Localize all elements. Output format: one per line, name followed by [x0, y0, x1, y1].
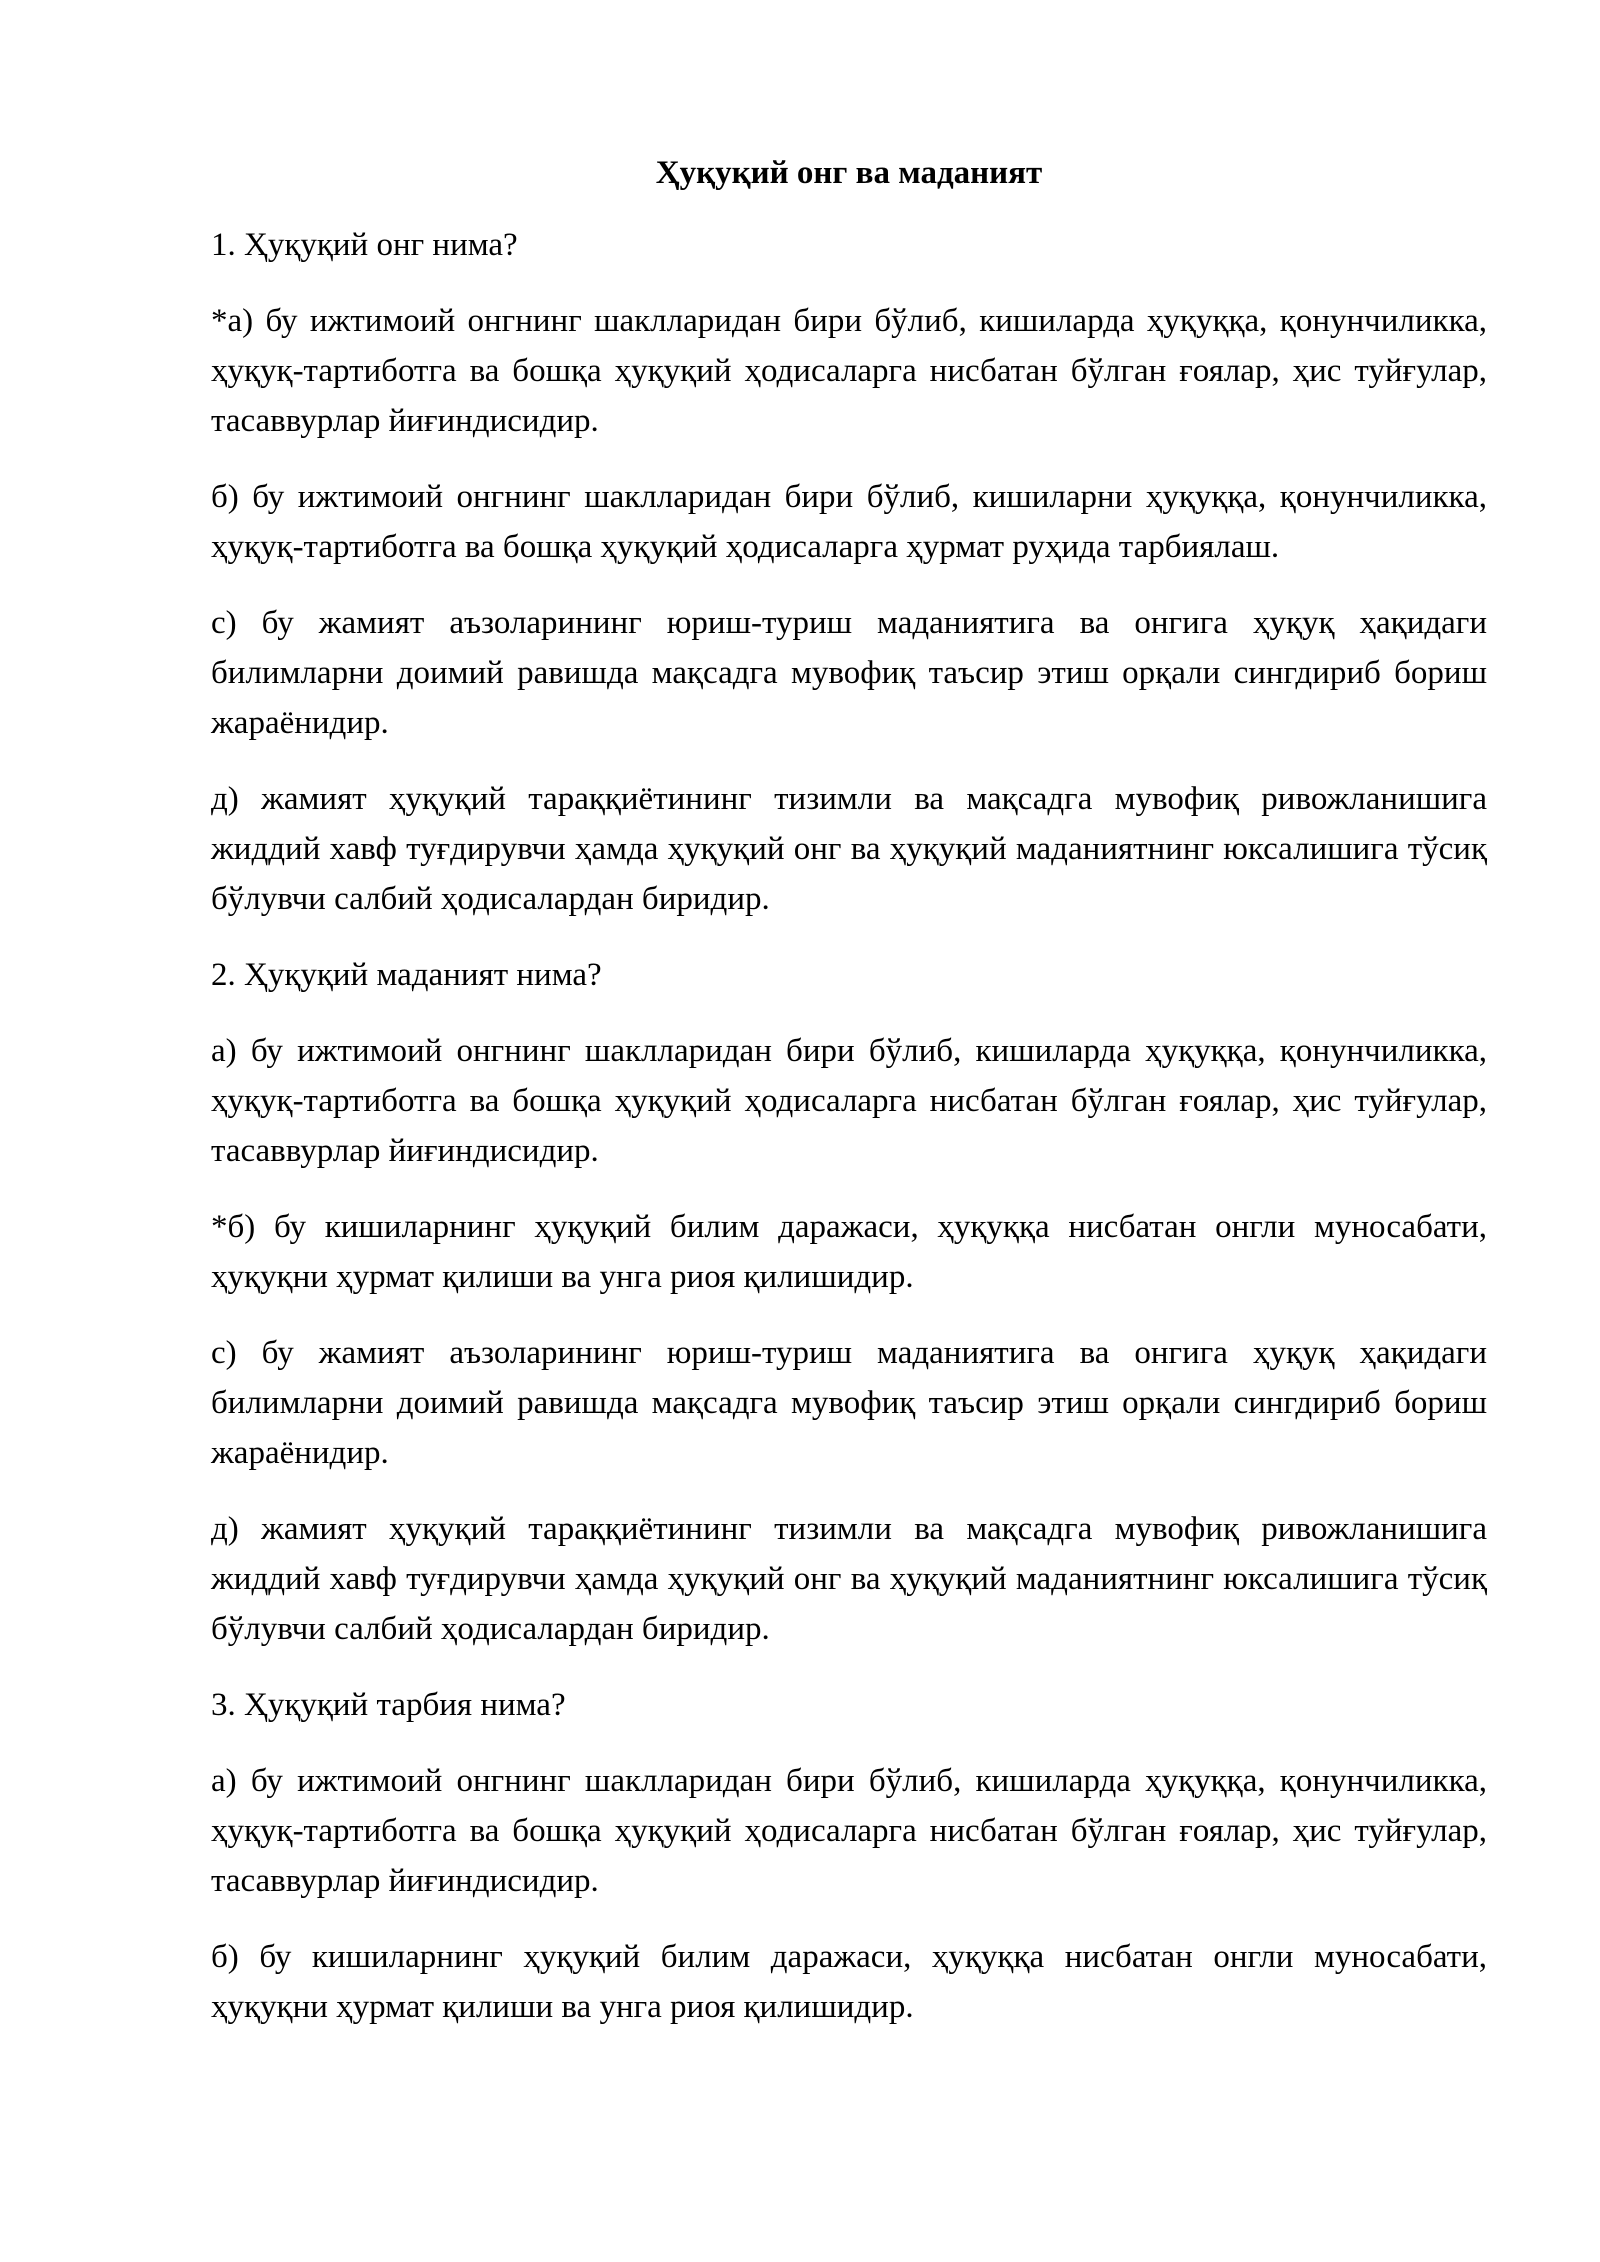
question-text: 1. Ҳуқуқий онг нима?	[211, 227, 518, 263]
answer-option-a: а) бу ижтимоий онгнинг шаклларидан бири бўлиб, кишиларда ҳуқуққа, қонунчиликка, ҳуқуқ-тартиботга ва бошқа ҳуқуқий ҳодисаларга нисбатан бўлган ғоялар, ҳис туйғулар, тасаввурлар йиғиндисидир.	[211, 1763, 1487, 1899]
question-text: 3. Ҳуқуқий тарбия нима?	[211, 1687, 566, 1723]
answer-option-c: с) бу жамият аъзоларининг юриш-туриш маданиятига ва онгига ҳуқуқ ҳақидаги билимларни доимий равишда мақсадга мувофиқ таъсир этиш орқали сингдириб бориш жараёнидир.	[211, 1335, 1487, 1471]
question-block-2	[211, 950, 1487, 1654]
answer-option-b: *б) бу кишиларнинг ҳуқуқий билим даражаси, ҳуқуққа нисбатан онгли муносабати, ҳуқуқни ҳурмат қилиши ва унга риоя қилишидир.	[211, 1209, 1487, 1295]
question-block-1	[211, 220, 1487, 924]
question-block-3	[211, 1680, 1487, 2032]
document-page	[211, 148, 1487, 2058]
answer-option-a: а) бу ижтимоий онгнинг шаклларидан бири бўлиб, кишиларда ҳуқуққа, қонунчиликка, ҳуқуқ-тартиботга ва бошқа ҳуқуқий ҳодисаларга нисбатан бўлган ғоялар, ҳис туйғулар, тасаввурлар йиғиндисидир.	[211, 1033, 1487, 1169]
answer-option-a: *а) бу ижтимоий онгнинг шаклларидан бири бўлиб, кишиларда ҳуқуққа, қонунчиликка, ҳуқуқ-тартиботга ва бошқа ҳуқуқий ҳодисаларга нисбатан бўлган ғоялар, ҳис туйғулар, тасаввурлар йиғиндисидир.	[211, 303, 1487, 439]
answer-option-b: б) бу ижтимоий онгнинг шаклларидан бири бўлиб, кишиларни ҳуқуққа, қонунчиликка, ҳуқуқ-тартиботга ва бошқа ҳуқуқий ҳодисаларга ҳурмат руҳида тарбиялаш.	[211, 479, 1487, 565]
answer-option-d: д) жамият ҳуқуқий тараққиётининг тизимли ва мақсадга мувофиқ ривожланишига жиддий хавф туғдирувчи ҳамда ҳуқуқий онг ва ҳуқуқий маданиятнинг юксалишига тўсиқ бўлувчи салбий ҳодисалардан биридир.	[211, 1511, 1487, 1647]
document-title: Ҳуқуқий онг ва маданият	[655, 155, 1043, 191]
question-text: 2. Ҳуқуқий маданият нима?	[211, 957, 602, 993]
answer-option-c: с) бу жамият аъзоларининг юриш-туриш маданиятига ва онгига ҳуқуқ ҳақидаги билимларни доимий равишда мақсадга мувофиқ таъсир этиш орқали сингдириб бориш жараёнидир.	[211, 605, 1487, 741]
answer-option-b: б) бу кишиларнинг ҳуқуқий билим даражаси, ҳуқуққа нисбатан онгли муносабати, ҳуқуқни ҳурмат қилиши ва унга риоя қилишидир.	[211, 1939, 1487, 2025]
answer-option-d: д) жамият ҳуқуқий тараққиётининг тизимли ва мақсадга мувофиқ ривожланишига жиддий хавф туғдирувчи ҳамда ҳуқуқий онг ва ҳуқуқий маданиятнинг юксалишига тўсиқ бўлувчи салбий ҳодисалардан биридир.	[211, 781, 1487, 917]
